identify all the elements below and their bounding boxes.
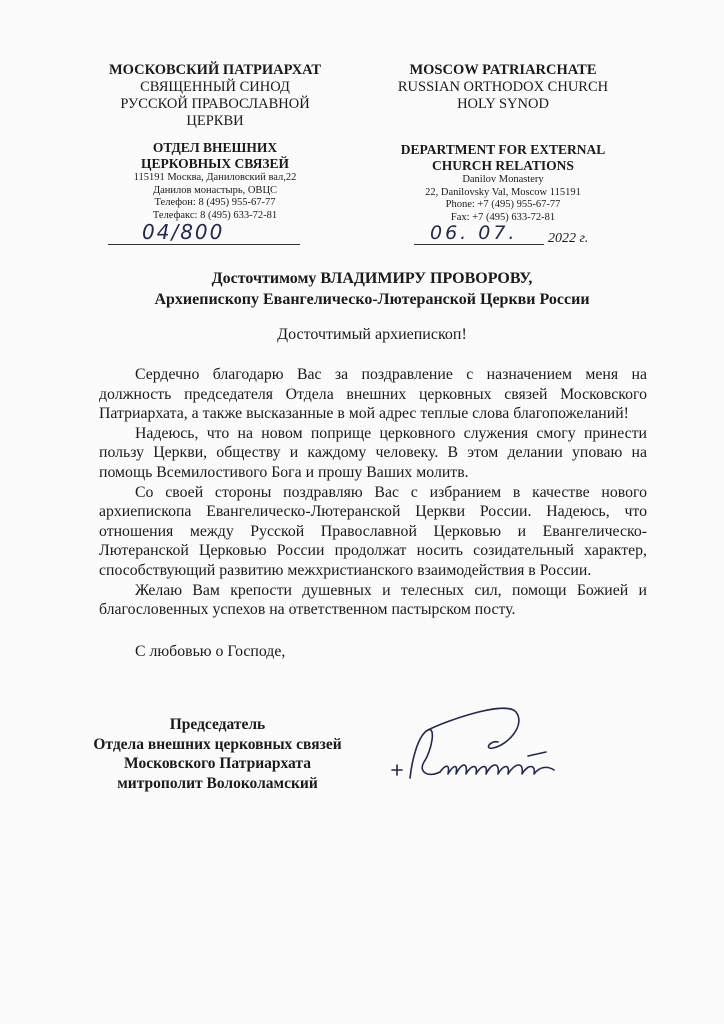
paragraph: Желаю Вам крепости душевных и телесных сил, помощи Божией и благословенных успехов на ответственном пастырском посту.	[99, 581, 647, 619]
address-line2-en: 22, Danilovsky Val, Moscow 115191	[425, 186, 581, 198]
paragraph: Надеюсь, что на новом поприще церковного служения смогу принести пользу Церкви, обществу и каждому человеку. В этом делании уповаю на помощь Всемилостивого Бога и прошу Ваших молитв.	[99, 424, 647, 481]
synod-line2-ru: РУССКОЙ ПРАВОСЛАВНОЙ	[120, 96, 310, 112]
address-line2-ru: Данилов монастырь, ОВЦС	[152, 184, 278, 196]
salutation: Досточтимый архиепископ!	[277, 326, 467, 343]
phone-ru: Телефон: 8 (495) 955-67-77	[154, 197, 276, 208]
paragraph: Со своей стороны поздравляю Вас с избранием в качестве нового архиепископа Евангелическо-Лютеранской Церкви России. Надеюсь, что отношения между Русской Православной Церковью и Евангелическо-Лютеранской Церковью России продолжат носить созидательный характер, способствующий развитию межхристианского взаимодействия в России.	[99, 483, 647, 579]
address-line1-ru: 115191 Москва, Даниловский вал,22	[133, 172, 297, 183]
addressee-line1: Досточтимому ВЛАДИМИРУ ПРОВОРОВУ,	[211, 270, 533, 287]
fax-ru: Телефакс: 8 (495) 633-72-81	[152, 209, 278, 221]
phone-en: Phone: +7 (495) 955-67-77	[445, 199, 561, 210]
addressee	[60, 268, 684, 310]
signatory-line2: Отдела внешних церковных связей	[93, 735, 342, 753]
letterhead-russian	[90, 62, 340, 222]
synod-line3-ru: ЦЕРКВИ	[186, 113, 244, 129]
registration-date-line	[414, 244, 544, 245]
paragraph: Сердечно благодарю Вас за поздравление с назначением меня на должность председателя Отдела внешних церковных связей Московского Патриархата, а также высказанные в мой адрес теплые слова благопожеланий!	[99, 366, 647, 423]
registration-date: 06. 07.	[430, 222, 518, 244]
signatory-block	[60, 715, 375, 793]
letter-body	[99, 365, 647, 620]
registration-number-line	[108, 244, 300, 245]
church-line-en: RUSSIAN ORTHODOX CHURCH	[397, 79, 609, 95]
fax-en: Fax: +7 (495) 633-72-81	[450, 211, 556, 223]
letterhead-english	[378, 62, 628, 224]
signatory-line1: Председатель	[169, 716, 266, 733]
address-line1-en: Danilov Monastery	[462, 174, 544, 185]
signatory-line4: митрополит Волоколамский	[117, 774, 318, 792]
closing: С любовью о Господе,	[135, 643, 286, 660]
signatory-line3: Московского Патриархата	[124, 755, 311, 772]
org-title-en: MOSCOW PATRIARCHATE	[409, 62, 597, 78]
dept-line1-ru: ОТДЕЛ ВНЕШНИХ	[152, 140, 278, 155]
addressee-line2: Архиепископу Евангелическо-Лютеранской Церкви России	[154, 291, 590, 308]
synod-line1-ru: СВЯЩЕННЫЙ СИНОД	[140, 79, 290, 95]
registration-year: 2022 г.	[548, 231, 589, 246]
dept-line2-ru: ЦЕРКОВНЫХ СВЯЗЕЙ	[140, 156, 290, 171]
org-title-ru: МОСКОВСКИЙ ПАТРИАРХАТ	[108, 62, 322, 78]
synod-line-en: HOLY SYNOD	[457, 96, 549, 112]
registration-number: 04/800	[142, 220, 225, 244]
dept-line1-en: DEPARTMENT FOR EXTERNAL	[400, 142, 606, 157]
dept-line2-en: CHURCH RELATIONS	[432, 158, 574, 173]
handwritten-signature	[388, 690, 568, 790]
